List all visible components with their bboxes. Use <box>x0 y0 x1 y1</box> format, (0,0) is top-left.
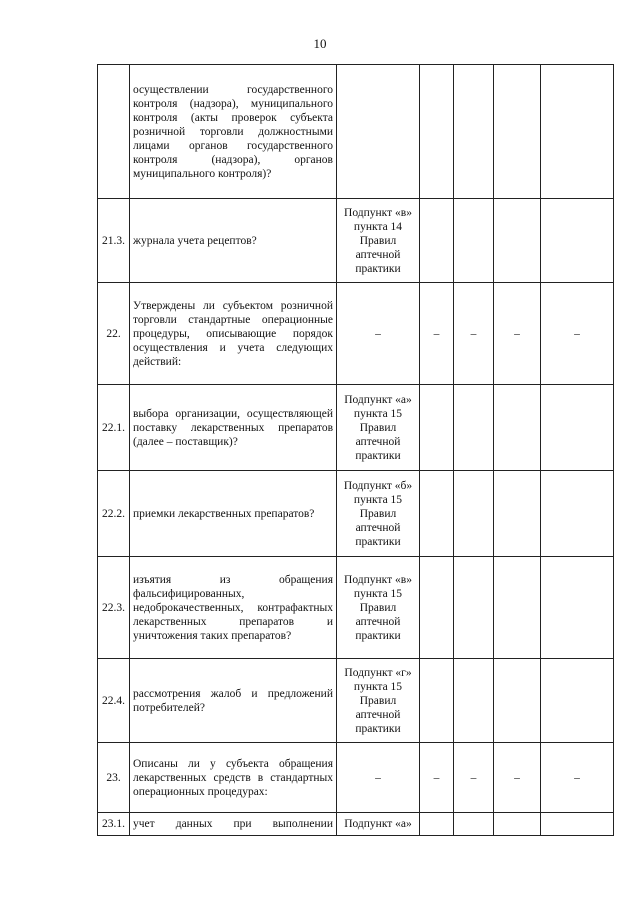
answer-no-cell[interactable] <box>454 471 494 557</box>
table-row <box>98 283 614 385</box>
item-number <box>98 65 130 199</box>
requirement-text: учет данных при выполнении <box>130 813 337 836</box>
requirement-text: изъятия из обращения фальсифицированных, недоброкачественных, контрафактных лекарственных препаратов и уничтожения таких препаратов? <box>130 557 337 659</box>
answer-yes-cell[interactable] <box>420 471 454 557</box>
item-number: 22.1. <box>98 385 130 471</box>
answer-na-cell[interactable] <box>494 659 541 743</box>
answer-yes-cell[interactable]: – <box>420 283 454 385</box>
note-cell[interactable] <box>541 65 614 199</box>
note-cell[interactable] <box>541 557 614 659</box>
table-row <box>98 65 614 199</box>
item-number: 22. <box>98 283 130 385</box>
legal-reference: – <box>337 283 420 385</box>
table-row <box>98 743 614 813</box>
answer-yes-cell[interactable] <box>420 199 454 283</box>
table-row <box>98 199 614 283</box>
checklist-table <box>97 64 614 836</box>
answer-yes-cell[interactable] <box>420 659 454 743</box>
table-row <box>98 813 614 836</box>
answer-na-cell[interactable]: – <box>494 743 541 813</box>
legal-reference: Подпункт «а» <box>337 813 420 836</box>
answer-no-cell[interactable] <box>454 385 494 471</box>
requirement-text: выбора организации, осуществляющей поставку лекарственных препаратов (далее – поставщик)? <box>130 385 337 471</box>
answer-no-cell[interactable]: – <box>454 283 494 385</box>
answer-no-cell[interactable] <box>454 199 494 283</box>
answer-no-cell[interactable] <box>454 813 494 836</box>
requirement-text: журнала учета рецептов? <box>130 199 337 283</box>
requirement-text: Описаны ли у субъекта обращения лекарственных средств в стандартных операционных процедурах: <box>130 743 337 813</box>
answer-no-cell[interactable]: – <box>454 743 494 813</box>
legal-reference: Подпункт «в» пункта 14 Правил аптечной практики <box>337 199 420 283</box>
answer-yes-cell[interactable] <box>420 557 454 659</box>
legal-reference <box>337 65 420 199</box>
table-row <box>98 385 614 471</box>
note-cell[interactable]: – <box>541 283 614 385</box>
requirement-text: приемки лекарственных препаратов? <box>130 471 337 557</box>
note-cell[interactable]: – <box>541 743 614 813</box>
legal-reference: – <box>337 743 420 813</box>
answer-na-cell[interactable] <box>494 385 541 471</box>
note-cell[interactable] <box>541 385 614 471</box>
requirement-text: Утверждены ли субъектом розничной торговли стандартные операционные процедуры, описывающие порядок осуществления и учета следующих действий: <box>130 283 337 385</box>
item-number: 22.4. <box>98 659 130 743</box>
legal-reference: Подпункт «в» пункта 15 Правил аптечной практики <box>337 557 420 659</box>
legal-reference: Подпункт «б» пункта 15 Правил аптечной практики <box>337 471 420 557</box>
note-cell[interactable] <box>541 471 614 557</box>
answer-yes-cell[interactable]: – <box>420 743 454 813</box>
answer-na-cell[interactable] <box>494 65 541 199</box>
answer-no-cell[interactable] <box>454 659 494 743</box>
table-row <box>98 659 614 743</box>
table-row <box>98 471 614 557</box>
legal-reference: Подпункт «а» пункта 15 Правил аптечной практики <box>337 385 420 471</box>
answer-na-cell[interactable] <box>494 199 541 283</box>
answer-na-cell[interactable] <box>494 813 541 836</box>
table-row <box>98 557 614 659</box>
requirement-text: осуществлении государственного контроля (надзора), муниципального контроля (акты проверок субъекта розничной торговли должностными лицами органов государственного контроля (надзора), органов муниципального контроля)? <box>130 65 337 199</box>
note-cell[interactable] <box>541 813 614 836</box>
answer-yes-cell[interactable] <box>420 385 454 471</box>
note-cell[interactable] <box>541 659 614 743</box>
answer-na-cell[interactable]: – <box>494 283 541 385</box>
answer-no-cell[interactable] <box>454 65 494 199</box>
item-number: 23.1. <box>98 813 130 836</box>
answer-na-cell[interactable] <box>494 471 541 557</box>
item-number: 23. <box>98 743 130 813</box>
item-number: 22.2. <box>98 471 130 557</box>
answer-yes-cell[interactable] <box>420 813 454 836</box>
item-number: 21.3. <box>98 199 130 283</box>
note-cell[interactable] <box>541 199 614 283</box>
page-number: 10 <box>313 36 327 51</box>
answer-na-cell[interactable] <box>494 557 541 659</box>
answer-yes-cell[interactable] <box>420 65 454 199</box>
answer-no-cell[interactable] <box>454 557 494 659</box>
item-number: 22.3. <box>98 557 130 659</box>
requirement-text: рассмотрения жалоб и предложений потребителей? <box>130 659 337 743</box>
legal-reference: Подпункт «г» пункта 15 Правил аптечной практики <box>337 659 420 743</box>
